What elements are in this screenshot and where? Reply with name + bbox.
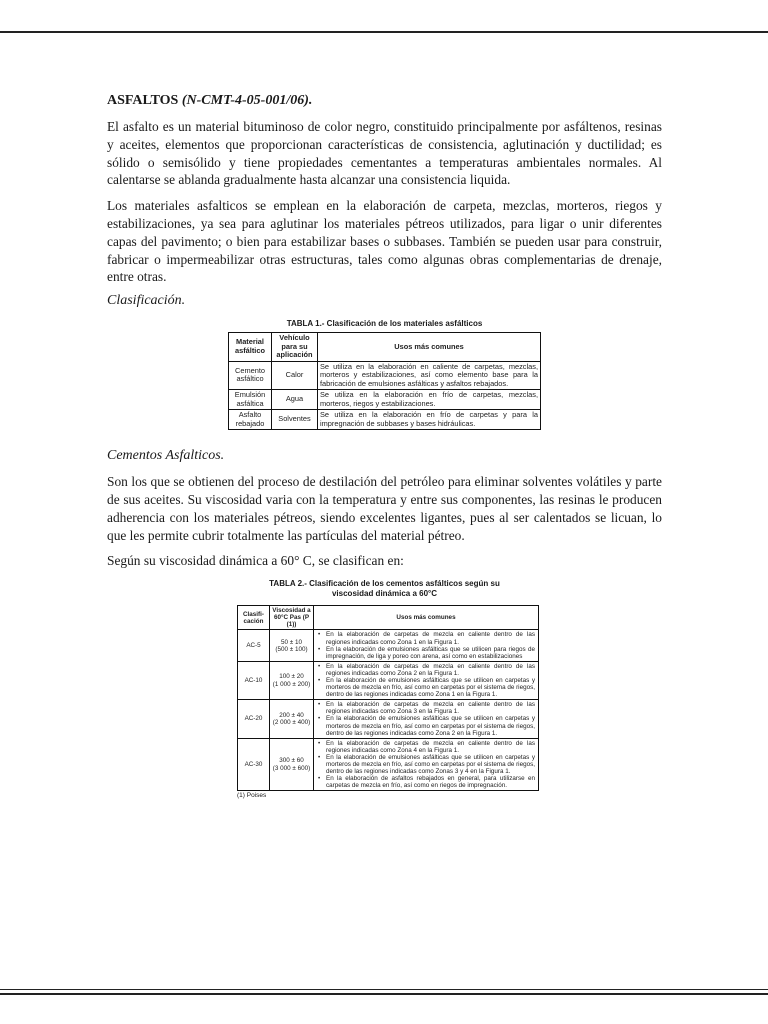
list-item: • En la elaboración de emulsiones asfálticas que se utilicen en carpetas y morteros de mezcla en frío, así como en carpetas por el sistema de riegos, dentro de las regiones indicadas como Zonas 3 y 4 en la Figura 1. [326,754,535,775]
table1-cell-vehicle: Solventes [272,410,318,430]
table2-cell-viscosity [270,738,314,791]
table2-header-class: Clasifi-cación [238,606,270,630]
list-item: • En la elaboración de carpetas de mezcla en caliente dentro de las regiones indicadas como Zona 4 en la Figura 1. [326,740,535,754]
bottom-rule-thick [0,993,768,995]
table2-cell-class: AC-5 [238,630,270,661]
table-row [238,738,539,791]
list-item: • En la elaboración de carpetas de mezcla en caliente dentro de las regiones indicadas como Zona 1 en la Figura 1. [326,631,535,645]
table1-cell-uses: Se utiliza en la elaboración en frío de carpetas, mezclas, morteros, riegos y estabilizaciones. [318,390,541,410]
table-row [229,410,541,430]
bottom-rule-thin [0,989,768,990]
table-row [229,361,541,390]
table1-header-material: Material asfáltico [229,333,272,362]
table2-caption-line2: viscosidad dinámica a 60°C [331,589,438,599]
top-rule [0,31,768,33]
table1-header-uses: Usos más comunes [318,333,541,362]
subheading-clasificacion: Clasificación. [107,293,186,309]
subheading-cementos: Cementos Asfalticos. [107,448,225,464]
table-header-row [238,606,539,630]
viscosity-pas: 300 ± 60 [279,757,304,765]
viscosity-pas: 200 ± 40 [279,711,304,719]
table2-cell-class: AC-30 [238,738,270,791]
table2-cell-viscosity [270,661,314,699]
viscosity-poises: (3 000 ± 600) [272,764,311,772]
table2-caption [107,579,662,599]
table2-cell-uses [314,738,539,791]
list-item: • En la elaboración de carpetas de mezcla en caliente dentro de las regiones indicadas como Zona 3 en la Figura 1. [326,701,535,715]
list-item: • En la elaboración de asfaltos rebajados en general, para utilizarse en carpetas de mezcla en frío, así como en riegos de impregnación. [326,775,535,789]
table1-cell-vehicle: Agua [272,390,318,410]
table1-cell-vehicle: Calor [272,361,318,390]
list-item: • En la elaboración de emulsiones asfálticas que se utilicen para riegos de impregnación, de liga y poreo con arena, así como en estabilizaciones [326,646,535,660]
paragraph-uses: Los materiales asfalticos se emplean en la elaboración de carpeta, mezclas, morteros, riegos y estabilizaciones, ya sea para aglutinar los materiales pétreos utilizados, para ligar o unir diferentes capas del pavimento; o bien para estabilizar bases o subbases. También se pueden usar para construir, fabricar o impermeabilizar otras estructuras, tales como algunas obras complementarias de drenaje, entre otras. [107,198,662,285]
table2-header-viscosity: Viscosidad a 60°C Pas (P (1)) [270,606,314,630]
table2-cell-uses [314,700,539,738]
list-item: • En la elaboración de emulsiones asfálticas que se utilicen en carpetas y morteros de mezcla en frío, así como en carpetas por el sistema de riegos, dentro de las regiones indicadas como Zona 1 en la Figura 1. [326,677,535,698]
viscosity-poises: (1 000 ± 200) [272,680,311,688]
table2-asphalt-cements [237,605,539,791]
table2-cell-viscosity [270,630,314,661]
table2-cell-viscosity [270,700,314,738]
table2-caption-line1: TABLA 2.- Clasificación de los cementos asfálticos según su [269,579,500,589]
table2-cell-uses [314,661,539,699]
heading-title: ASFALTOS [107,93,179,108]
table1-cell-material: Emulsión asfáltica [229,390,272,410]
viscosity-pas: 50 ± 10 [281,638,302,646]
table1-caption: TABLA 1.- Clasificación de los materiales asfálticos [286,319,483,329]
table2-cell-uses [314,630,539,661]
table1-cell-uses: Se utiliza en la elaboración en caliente de carpetas, mezclas, morteros y estabilizaciones, así como elemento base para la fabricación de emulsiones asfálticas y asfaltos rebajados. [318,361,541,390]
table-row [238,661,539,699]
table-row [238,700,539,738]
list-item: • En la elaboración de emulsiones asfálticas que se utilicen en carpetas y morteros de mezcla en frío, así como en carpetas por el sistema de riegos, dentro de las regiones indicadas como Zona 2 en la Figura 1. [326,715,535,736]
viscosity-pas: 100 ± 20 [279,673,304,681]
table2-cell-class: AC-10 [238,661,270,699]
table2-cell-class: AC-20 [238,700,270,738]
table1-cell-material: Asfalto rebajado [229,410,272,430]
table-row [229,390,541,410]
table1-cell-material: Cemento asfáltico [229,361,272,390]
viscosity-poises: (500 ± 100) [275,645,308,653]
table1-header-vehicle: Vehículo para su aplicación [272,333,318,362]
list-item: • En la elaboración de carpetas de mezcla en caliente dentro de las regiones indicadas como Zona 2 en la Figura 1. [326,663,535,677]
table-row [238,630,539,661]
table2-footnote: (1) Poises [237,792,267,800]
table-header-row [229,333,541,362]
document-body [107,92,662,800]
heading-norm-code: (N-CMT-4-05-001/06). [181,93,313,108]
paragraph-definition: El asfalto es un material bituminoso de color negro, constituido principalmente por asfáltenos, resinas y aceites, elementos que proporcionan características de consistencia, aglutinación y ductilidad; es sólido o semisólido y tiene propiedades cementantes a temperaturas ambientales normales. Al calentarse se ablanda gradualmente hasta alcanzar una consistencia liquida. [107,119,662,188]
viscosity-poises: (2 000 ± 400) [272,719,311,727]
paragraph-cementos: Son los que se obtienen del proceso de destilación del petróleo para eliminar solventes volátiles y parte de sus aceites. Su viscosidad varia con la temperatura y entre sus componentes, las resinas le producen adherencia con los materiales pétreos, siendo excelentes ligantes, pues al ser calentados se licuan, lo que les permite cubrir totalmente las partículas del material pétreo. [107,474,662,543]
table1-asphalt-materials [228,332,541,430]
paragraph-viscosidad: Según su viscosidad dinámica a 60° C, se clasifican en: [107,553,404,569]
section-heading [107,92,662,110]
table2-header-uses: Usos más comunes [314,606,539,630]
table1-cell-uses: Se utiliza en la elaboración en frío de carpetas y para la impregnación de subbases y bases hidráulicas. [318,410,541,430]
